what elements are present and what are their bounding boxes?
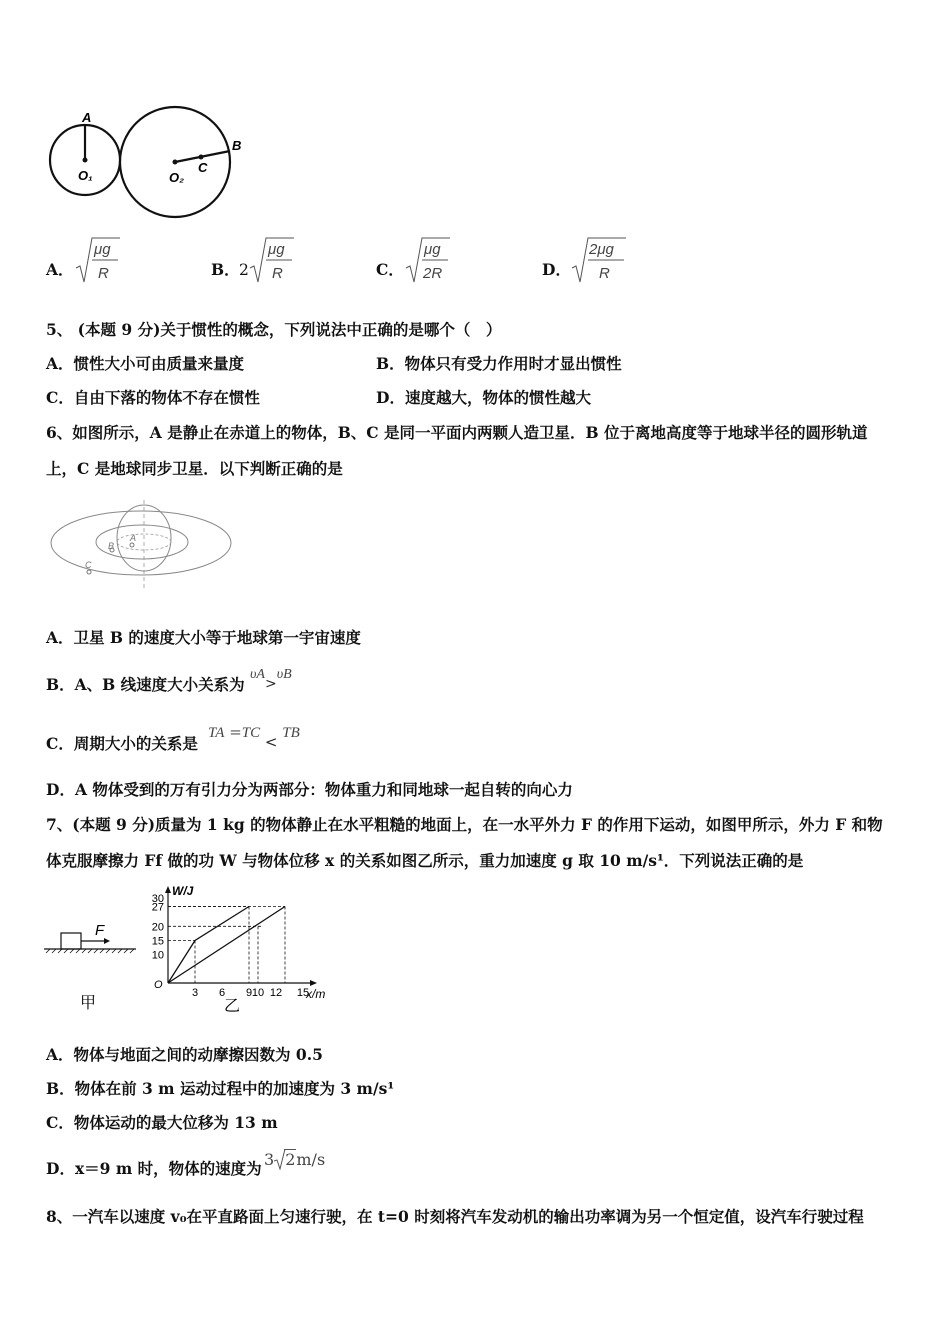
q5-option-a: A．惯性大小可由质量来量度 — [46, 354, 245, 373]
y-tick-label: 15 — [151, 935, 164, 948]
x-tick-label: 15 — [296, 987, 310, 999]
y-tick-label: 10 — [151, 949, 164, 962]
q7-option-c: C．物体运动的最大位移为 13 m — [46, 1113, 278, 1132]
svg-text:μg: μg — [94, 241, 111, 258]
q4-option-b-sqrt — [248, 234, 298, 286]
q4-option-b-letter: B． — [211, 260, 240, 279]
q8-stem: 8、一汽车以速度 v₀在平直路面上匀速行驶，在 t=0 时刻将汽车发动机的输出功率调为另一个恒定值，设汽车行驶过程 — [46, 1207, 864, 1226]
label-b: B — [108, 541, 115, 551]
q7-option-a: A．物体与地面之间的动摩擦因数为 0.5 — [46, 1045, 323, 1064]
svg-text:μg: μg — [268, 241, 285, 258]
series-W_F — [168, 907, 249, 984]
x-tick-label: 12 — [269, 987, 283, 999]
q7-figure-jia — [44, 915, 139, 1015]
x-axis-label: x/m — [306, 987, 326, 1001]
q6-orbit-figure — [46, 500, 236, 590]
c-dot — [199, 155, 204, 160]
x-tick-label: 10 — [251, 987, 265, 999]
o1-dot — [83, 158, 88, 163]
q7-stem-line1: 7、(本题 9 分)质量为 1 kg 的物体静止在水平粗糙的地面上，在一水平外力 F 的作用下运动，如图甲所示，外力 F 和物 — [46, 815, 883, 834]
q4-option-c-sqrt — [404, 234, 454, 286]
q4-option-a-letter: A． — [46, 260, 74, 279]
x-tick-label: 3 — [191, 987, 199, 999]
label-a: A — [82, 110, 92, 125]
q4-circles-figure — [44, 105, 254, 225]
y-tick-label: 30 — [151, 893, 164, 905]
caption-yi: 乙 — [224, 998, 241, 1015]
origin-label: O — [154, 979, 163, 991]
o2-dot — [173, 160, 178, 165]
label-c: C — [198, 160, 208, 175]
q6-option-c-math: TA =TC < TB — [208, 723, 300, 751]
q6-option-c-text: C．周期大小的关系是 — [46, 734, 198, 753]
q6-option-a: A．卫星 B 的速度大小等于地球第一宇宙速度 — [46, 628, 361, 647]
q4-option-d-letter: D． — [542, 260, 571, 279]
caption-jia: 甲 — [80, 995, 97, 1012]
label-o1: O₁ — [78, 168, 93, 183]
label-a: A — [130, 533, 137, 543]
q4-option-c-letter: C． — [376, 260, 404, 279]
q4-option-b-coef: 2 — [239, 261, 249, 279]
x-tick-label: 9 — [245, 987, 253, 999]
label-o2: O₂ — [169, 170, 185, 185]
force-label: F — [95, 922, 105, 939]
q6-option-b-math: υA>υB — [250, 667, 292, 692]
q7-option-d-text: D．x＝9 m 时，物体的速度为 — [46, 1159, 262, 1178]
q5-option-b: B．物体只有受力作用时才显出惯性 — [376, 354, 622, 373]
label-b: B — [232, 138, 242, 153]
label-c: C — [85, 560, 92, 570]
q6-option-b-text: B．A、B 线速度大小关系为 — [46, 675, 245, 694]
svg-text:R: R — [272, 265, 283, 282]
svg-text:μg: μg — [424, 241, 441, 258]
y-axis-label: W/J — [172, 885, 194, 898]
orbit-c — [51, 511, 231, 575]
q7-stem-line2: 体克服摩擦力 Ff 做的功 W 与物体位移 x 的关系如图乙所示，重力加速度 g 取 10 m/s¹．下列说法正确的是 — [46, 851, 804, 870]
block — [61, 933, 81, 949]
svg-text:2R: 2R — [423, 265, 443, 282]
q4-option-d-sqrt — [570, 234, 630, 286]
q6-stem-line2: 上，C 是地球同步卫星．以下判断正确的是 — [46, 459, 343, 478]
svg-text:2μg: 2μg — [589, 241, 614, 258]
q5-option-d: D．速度越大，物体的惯性越大 — [376, 388, 591, 407]
q6-option-d: D．A 物体受到的万有引力分为两部分：物体重力和同地球一起自转的向心力 — [46, 780, 573, 799]
y-tick-label: 20 — [151, 921, 164, 934]
q7-option-d-math: 3 2m/s — [264, 1150, 326, 1169]
q7-figure-yi-chart — [140, 885, 340, 1015]
point-c — [87, 570, 91, 574]
y-tick-label: 27 — [151, 901, 164, 914]
x-tick-label: 6 — [218, 987, 226, 999]
svg-text:R: R — [599, 265, 610, 282]
svg-text:R: R — [98, 265, 109, 282]
q6-stem-line1: 6、如图所示，A 是静止在赤道上的物体，B、C 是同一平面内两颗人造卫星．B 位于离地高度等于地球半径的圆形轨道 — [46, 423, 868, 442]
series-W_Ff — [168, 907, 285, 984]
q5-stem: 5、 (本题 9 分)关于惯性的概念，下列说法中正确的是哪个（ ） — [46, 320, 502, 339]
point-a — [130, 543, 134, 547]
q7-option-b: B．物体在前 3 m 运动过程中的加速度为 3 m/s¹ — [46, 1079, 395, 1098]
q5-option-c: C．自由下落的物体不存在惯性 — [46, 388, 260, 407]
q4-option-a-sqrt — [74, 234, 124, 286]
